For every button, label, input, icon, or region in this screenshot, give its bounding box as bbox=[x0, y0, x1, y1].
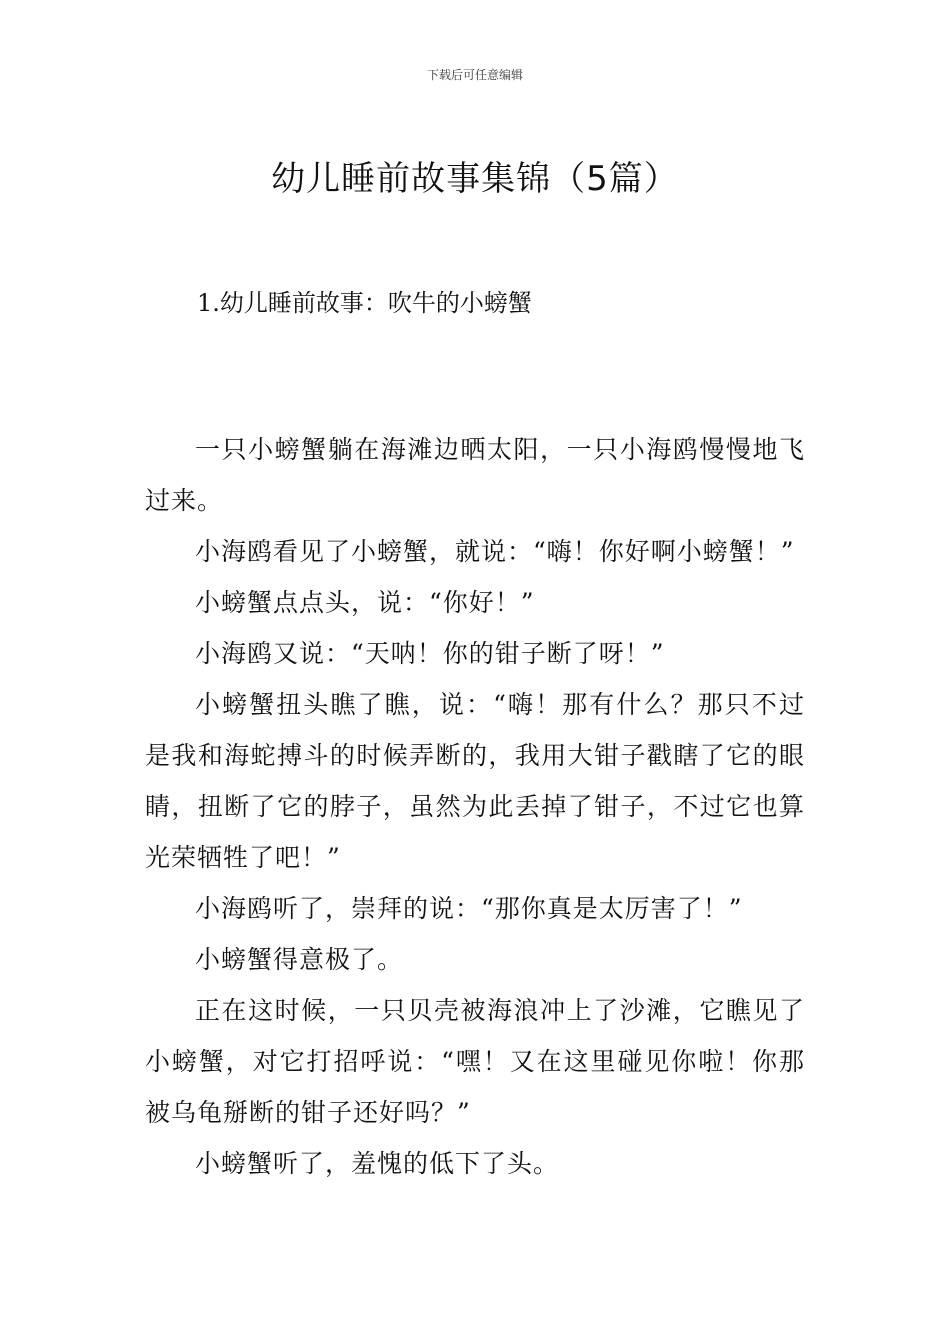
section-heading: 1.幼儿睡前故事：吹牛的小螃蟹 bbox=[197, 289, 532, 317]
story-paragraph: 小海鸥看见了小螃蟹，就说：“嗨！你好啊小螃蟹！” bbox=[195, 537, 795, 566]
story-paragraph: 小螃蟹得意极了。 bbox=[195, 945, 404, 974]
story-paragraph: 小螃蟹点点头，说：“你好！” bbox=[195, 588, 535, 617]
story-paragraph: 小螃蟹听了，羞愧的低下了头。 bbox=[195, 1149, 560, 1178]
header-note: 下载后可任意编辑 bbox=[426, 68, 523, 82]
document-title: 幼儿睡前故事集锦（5篇） bbox=[271, 158, 679, 199]
story-paragraph: 小螃蟹扭头瞧了瞧，说：“嗨！那有什么？那只不过是我和海蛇搏斗的时候弄断的，我用大钳子戳瞎了它的眼睛，扭断了它的脖子，虽然为此丢掉了钳子，不过它也算光荣牺牲了吧！” bbox=[145, 690, 805, 872]
story-paragraph: 小海鸥又说：“天呐！你的钳子断了呀！” bbox=[195, 639, 665, 668]
story-paragraph: 小海鸥听了，崇拜的说：“那你真是太厉害了！” bbox=[195, 894, 743, 923]
story-paragraph: 正在这时候，一只贝壳被海浪冲上了沙滩，它瞧见了小螃蟹，对它打招呼说：“嘿！又在这里碰见你啦！你那被乌龟掰断的钳子还好吗？” bbox=[145, 996, 805, 1127]
story-paragraph: 一只小螃蟹躺在海滩边晒太阳，一只小海鸥慢慢地飞过来。 bbox=[145, 435, 805, 515]
story-body bbox=[145, 424, 805, 1189]
